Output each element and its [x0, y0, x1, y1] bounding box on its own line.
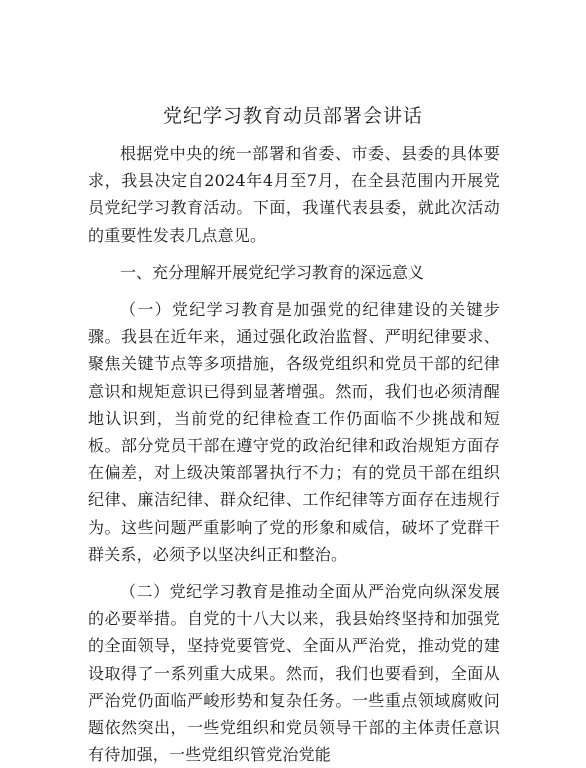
document-title: 党纪学习教育动员部署会讲话 [162, 105, 423, 127]
document-body [88, 140, 500, 768]
paragraph-spacer [88, 249, 500, 259]
paragraph-spacer [88, 568, 500, 578]
body-paragraph-1: （一）党纪学习教育是加强党的纪律建设的关键步骤。我县在近年来，通过强化政治监督、严明纪律要求、聚焦关键节点等多项措施，各级党组织和党员干部的纪律意识和规矩意识已得到显著增强。然而，我们也必须清醒地认识到，当前党的纪律检查工作仍面临不少挑战和短板。部分党员干部在遵守党的政治纪律和政治规矩方面存在偏差，对上级决策部署执行不力；有的党员干部在组织纪律、廉洁纪律、群众纪律、工作纪律等方面存在违规行为。这些问题严重影响了党的形象和威信，破坏了党群干群关系，必须予以坚决纠正和整治。 [88, 300, 500, 564]
intro-paragraph: 根据党中央的统一部署和省委、市委、县委的具体要求，我县决定自2024年4月至7月，在全县范围内开展党员党纪学习教育活动。下面，我谨代表县委，就此次活动的重要性发表几点意见。 [88, 144, 500, 245]
paragraph-spacer [88, 286, 500, 296]
section-heading: 一、充分理解开展党纪学习教育的深远意义 [120, 262, 425, 282]
body-paragraph-2: （二）党纪学习教育是推动全面从严治党向纵深发展的必要举措。自党的十八大以来，我县始终坚持和加强党的全面领导，坚持党要管党、全面从严治党，推动党的建设取得了一系列重大成果。然而，我们也要看到，全面从严治党仍面临严峻形势和复杂任务。一些重点领域腐败问题依然突出，一些党组织和党员领导干部的主体责任意识有待加强，一些党组织管党治党能 [88, 582, 500, 765]
